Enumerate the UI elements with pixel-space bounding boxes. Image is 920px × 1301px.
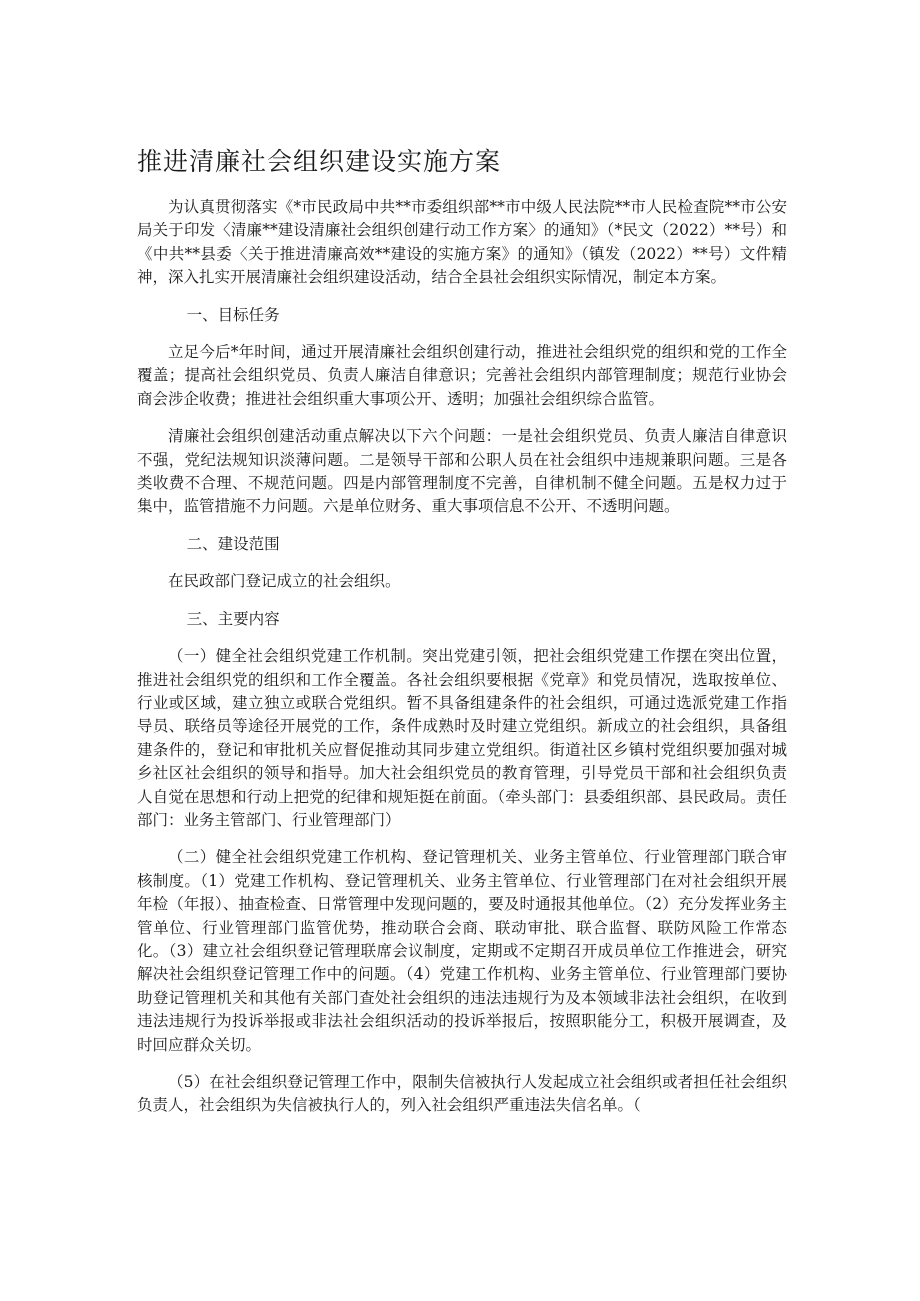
scope-paragraph: 在民政部门登记成立的社会组织。 xyxy=(168,572,401,591)
goals-paragraph: 立足今后*年时间，通过开展清廉社会组织创建行动，推进社会组织党的组织和党的工作全覆盖；提高社会组织党员、负责人廉洁自律意识；完善社会组织内部管理制度；规范行业协会商会涉企收费；推进社会组织重大事项公开、透明；加强社会组织综合监管。 xyxy=(137,343,787,408)
section-heading-scope: 二、建设范围 xyxy=(186,534,280,553)
content-paragraph-1: （一）健全社会组织党建工作机制。突出党建引领，把社会组织党建工作摆在突出位置，推进社会组织党的组织和工作全覆盖。各社会组织要根据《党章》和党员情况，选取按单位、行业或区域，建立独立或联合党组织。暂不具备组建条件的社会组织，可通过选派党建工作指导员、联络员等途径开展党的工作，条件成熟时及时建立党组织。新成立的社会组织，具备组建条件的，登记和审批机关应督促推动其同步建立党组织。街道社区乡镇村党组织要加强对城乡社区社会组织的领导和指导。加大社会组织党员的教育管理，引导党员干部和社会组织负责人自觉在思想和行动上把党的纪律和规矩挺在前面。（牵头部门：县委组织部、县民政局。责任部门：业务主管部门、行业管理部门） xyxy=(137,647,787,829)
section-heading-content: 三、主要内容 xyxy=(186,609,280,628)
section-heading-goals: 一、目标任务 xyxy=(186,305,280,324)
intro-paragraph: 为认真贯彻落实《*市民政局中共**市委组织部**市中级人民法院**市人民检查院**市公安局关于印发〈清廉**建设清廉社会组织创建行动工作方案〉的通知》（*民文（2022）**号）和《中共**县委〈关于推进清廉高效**建设的实施方案》的通知》（镇发（2022）**号）文件精神，深入扎实开展清廉社会组织建设活动，结合全县社会组织实际情况，制定本方案。 xyxy=(137,198,787,287)
problems-paragraph: 清廉社会组织创建活动重点解决以下六个问题：一是社会组织党员、负责人廉洁自律意识不强，党纪法规知识淡薄问题。二是领导干部和公职人员在社会组织中违规兼职问题。三是各类收费不合理、不规范问题。四是内部管理制度不完善，自律机制不健全问题。五是权力过于集中，监管措施不力问题。六是单位财务、重大事项信息不公开、不透明问题。 xyxy=(137,427,787,516)
document-body xyxy=(137,196,787,1132)
document-title: 推进清廉社会组织建设实施方案 xyxy=(137,147,502,176)
content-paragraph-3: （5）在社会组织登记管理工作中，限制失信被执行人发起成立社会组织或者担任社会组织负责人，社会组织为失信被执行人的，列入社会组织严重违法失信名单。（ xyxy=(137,1073,787,1115)
content-paragraph-2: （二）健全社会组织党建工作机构、登记管理机关、业务主管单位、行业管理部门联合审核制度。（1）党建工作机构、登记管理机关、业务主管单位、行业管理部门在对社会组织开展年检（年报）、抽查检查、日常管理中发现问题的，要及时通报其他单位。（2）充分发挥业务主管单位、行业管理部门监管优势，推动联合会商、联动审批、联合监督、联防风险工作常态化。（3）建立社会组织登记管理联席会议制度，定期或不定期召开成员单位工作推进会，研究解决社会组织登记管理工作中的问题。（4）党建工作机构、业务主管单位、行业管理部门要协助登记管理机关和其他有关部门查处社会组织的违法违规行为及本领域非法社会组织，在收到违法违规行为投诉举报或非法社会组织活动的投诉举报后，按照职能分工，积极开展调查，及时回应群众关切。 xyxy=(137,848,787,1054)
